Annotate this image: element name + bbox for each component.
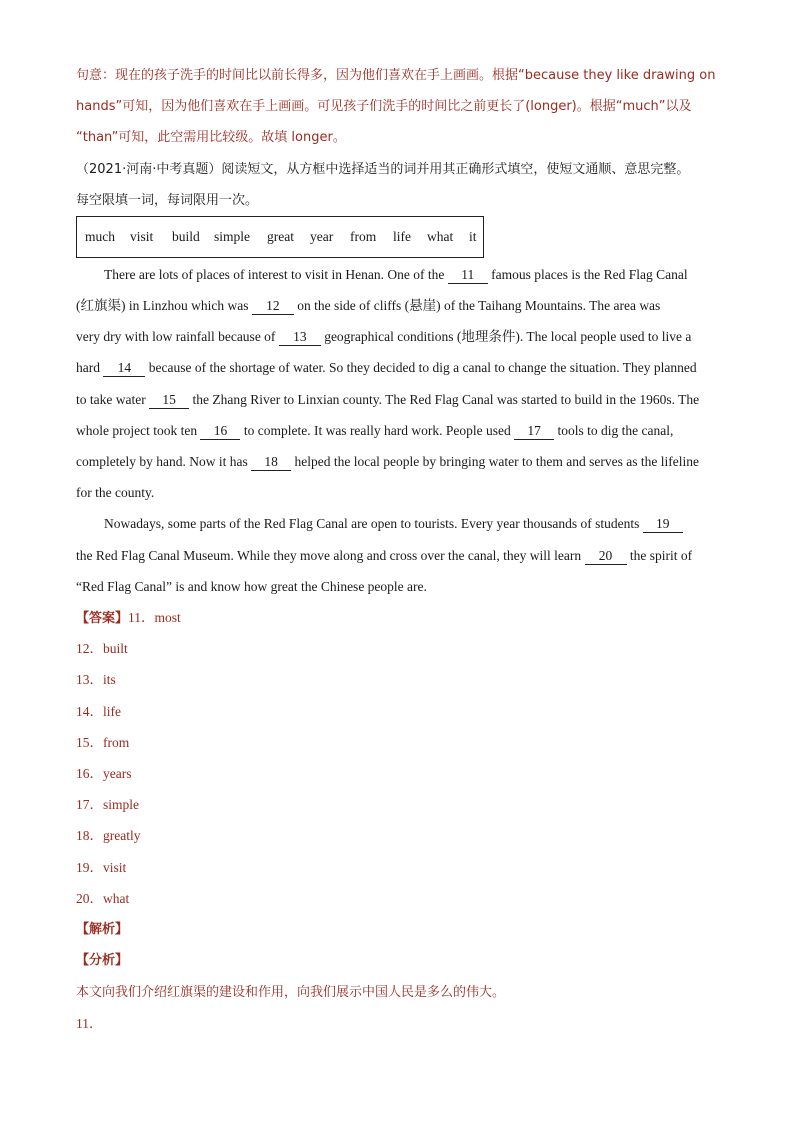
question-intro-1: （2021·河南·中考真题）阅读短文，从方框中选择适当的词并用其正确形式填空，使短文通顺、意思完整。 [76,162,690,177]
analysis-item: 11． [76,1016,103,1031]
passage-text: geographical conditions (地理条件). The local people used to live a [324,329,692,344]
answer-item: 16．years [76,766,132,781]
word-box-item: year [310,229,334,244]
passage-text: (红旗渠) in Linzhou which was [76,298,249,313]
passage-line [76,546,692,566]
question-intro-2: 每空限填一词，每词限用一次。 [76,193,259,208]
passage-text: because of the shortage of water. So they decided to dig a canal to change the situation. They planned [148,360,697,375]
passage-text: famous places is the Red Flag Canal [491,267,688,282]
passage-text: Nowadays, some parts of the Red Flag Canal are open to tourists. Every year thousands of students [104,516,640,531]
blank-14: 14 [103,360,145,377]
word-box-item: life [393,229,411,244]
passage-text: the Red Flag Canal Museum. While they move along and cross over the canal, they will learn [76,548,582,563]
word-box-item: visit [130,229,154,244]
passage-line [104,265,688,285]
passage-line [76,421,673,441]
explanation-line-1: 句意：现在的孩子洗手的时间比以前长得多，因为他们喜欢在手上画画。根据“because they like drawing on [76,68,716,83]
answer-label: 【答案】 [76,611,129,626]
explanation-line-2: hands”可知，因为他们喜欢在手上画画。可见孩子们洗手的时间比之前更长了(longer)。根据“much”以及 [76,99,692,114]
passage-line [76,358,697,378]
passage-text: whole project took ten [76,423,198,438]
blank-12: 12 [252,298,294,315]
word-box-item: it [469,229,477,244]
blank-19: 19 [643,516,683,533]
passage-text: to take water [76,392,146,407]
blank-15: 15 [149,392,189,409]
answer-item: 13．its [76,672,116,687]
word-box-item: great [267,229,294,244]
passage-line: “Red Flag Canal” is and know how great the Chinese people are. [76,579,427,594]
blank-13: 13 [279,329,321,346]
passage-line [76,390,699,410]
blank-16: 16 [200,423,240,440]
answer-item: 20．what [76,891,130,906]
passage-text: the spirit of [629,548,693,563]
blank-17: 17 [514,423,554,440]
word-box [76,216,484,258]
passage-text: on the side of cliffs (悬崖) of the Taihang Mountains. The area was [297,298,661,313]
blank-11: 11 [448,267,488,284]
word-box-item: simple [214,229,250,244]
word-box-item: what [427,229,454,244]
passage-line [76,452,699,472]
passage-text: completely by hand. Now it has [76,454,248,469]
answer-item: 17．simple [76,797,139,812]
answer-item: 18．greatly [76,828,141,843]
passage-text: the Zhang River to Linxian county. The Red Flag Canal was started to build in the 1960s. The [192,392,700,407]
analysis-label: 【解析】 [76,922,129,937]
word-box-item: from [350,229,377,244]
blank-18: 18 [251,454,291,471]
answer-first-line [76,608,181,629]
explanation-line-3: “than”可知，此空需用比较级。故填 longer。 [76,130,346,145]
passage-text: hard [76,360,100,375]
answer-item: 11．most [128,610,181,625]
passage-text: There are lots of places of interest to visit in Henan. One of the [104,267,445,282]
answer-item: 15．from [76,735,130,750]
passage-text: helped the local people by bringing water to them and serves as the lifeline [294,454,699,469]
passage-text: to complete. It was really hard work. People used [243,423,511,438]
analysis-sub-label: 【分析】 [76,953,129,968]
blank-20: 20 [585,548,627,565]
passage-text: tools to dig the canal, [557,423,674,438]
answer-item: 14．life [76,704,121,719]
answer-item: 12．built [76,641,128,656]
word-box-item: build [172,229,200,244]
word-box-item: much [85,229,115,244]
passage-line [76,327,691,347]
passage-line [76,296,660,316]
passage-text: very dry with low rainfall because of [76,329,276,344]
passage-line: for the county. [76,485,155,500]
passage-line [104,514,683,534]
answer-item: 19．visit [76,860,127,875]
analysis-text: 本文向我们介绍红旗渠的建设和作用，向我们展示中国人民是多么的伟大。 [76,985,506,1000]
